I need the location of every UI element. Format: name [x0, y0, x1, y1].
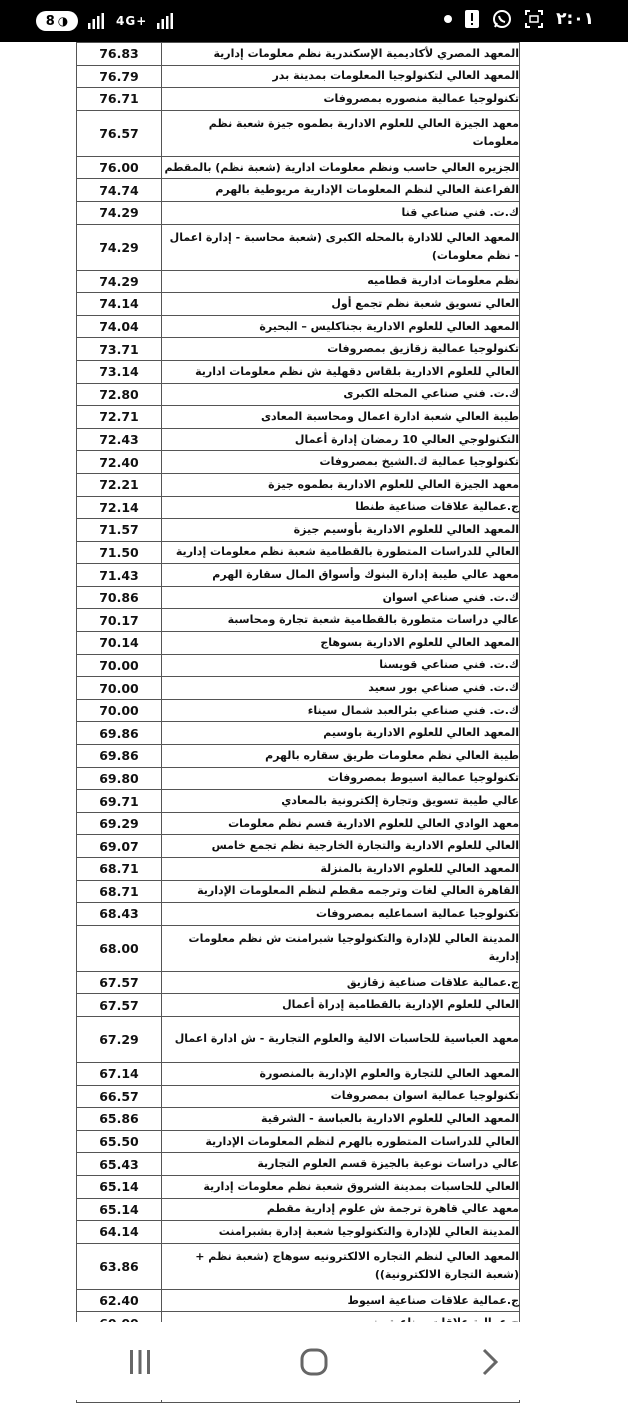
institute-name-cell: المعهد العالي للعلوم الادارية بالمنزلة	[162, 858, 520, 881]
score-cell: 70.00	[77, 677, 162, 700]
institute-name-cell: معهد الجيزة العالي للعلوم الادارية بطموه جيزة شعبة نظم معلومات	[162, 110, 520, 156]
score-cell: 73.14	[77, 360, 162, 383]
table-row	[77, 925, 520, 971]
score-cell: 70.14	[77, 632, 162, 655]
table-row	[77, 609, 520, 632]
institute-name-cell: المعهد العالي للادارة بالمحله الكبرى (شعبة محاسبة - إدارة اعمال - نظم معلومات)	[162, 224, 520, 270]
status-bar	[0, 0, 628, 42]
institute-name-cell: المعهد العالي لتكنولوجيا المعلومات بمدينة بدر	[162, 65, 520, 88]
institute-name-cell: المعهد العالي للعلوم الادارية بجناكليس – البحيرة	[162, 315, 520, 338]
score-cell: 69.86	[77, 722, 162, 745]
table-row	[77, 224, 520, 270]
score-cell: 62.40	[77, 1289, 162, 1312]
score-cell: 74.14	[77, 293, 162, 316]
table-row	[77, 994, 520, 1017]
score-cell: 67.57	[77, 971, 162, 994]
institute-name-cell: ج.عمالية علاقات صناعية زقازيق	[162, 971, 520, 994]
institute-name-cell: تكنولوجيا عمالية ك.الشيخ بمصروفات	[162, 451, 520, 474]
score-cell: 70.17	[77, 609, 162, 632]
institute-name-cell: المعهد العالي للتجارة والعلوم الإدارية بالمنصورة	[162, 1062, 520, 1085]
institute-name-cell: ك.ت. فني صناعي اسوان	[162, 586, 520, 609]
home-icon	[299, 1347, 329, 1377]
institute-name-cell: معهد عالي قاهرة ترجمة ش علوم إدارية مقطم	[162, 1198, 520, 1221]
institute-name-cell: المعهد العالي للعلوم الادارية بسوهاج	[162, 632, 520, 655]
institute-name-cell: ك.ت. فني صناعي بئرالعبد شمال سيناء	[162, 699, 520, 722]
table-row	[77, 880, 520, 903]
table-row	[77, 677, 520, 700]
score-cell: 68.71	[77, 880, 162, 903]
score-cell: 70.86	[77, 586, 162, 609]
institute-name-cell: العالي للحاسبات بمدينة الشروق شعبة نظم معلومات إدارية	[162, 1175, 520, 1198]
institute-name-cell: المعهد العالي للعلوم الادارية بأوسيم جيزة	[162, 519, 520, 542]
score-cell: 70.00	[77, 654, 162, 677]
institute-name-cell: العالي للعلوم الادارية والتجارة الخارجية نظم تجمع خامس	[162, 835, 520, 858]
table-row	[77, 835, 520, 858]
table-row	[77, 790, 520, 813]
table-row	[77, 1016, 520, 1062]
score-cell: 72.14	[77, 496, 162, 519]
institute-name-cell: معهد الجيزة العالي للعلوم الادارية بطموه جيزة	[162, 473, 520, 496]
signal-icon	[88, 13, 106, 29]
score-cell: 67.14	[77, 1062, 162, 1085]
table-row	[77, 406, 520, 429]
table-row	[77, 1062, 520, 1085]
table-row	[77, 156, 520, 179]
score-cell: 71.50	[77, 541, 162, 564]
table-row	[77, 451, 520, 474]
institute-name-cell: تكنولوجيا عمالية منصوره بمصروفات	[162, 88, 520, 111]
score-cell: 74.04	[77, 315, 162, 338]
table-row	[77, 1289, 520, 1312]
back-icon	[480, 1348, 500, 1376]
score-cell: 74.29	[77, 270, 162, 293]
table-row	[77, 903, 520, 926]
score-cell: 74.74	[77, 179, 162, 202]
score-cell: 69.71	[77, 790, 162, 813]
table-row	[77, 812, 520, 835]
badge-count: 8	[45, 13, 55, 29]
score-cell: 72.21	[77, 473, 162, 496]
table-row	[77, 65, 520, 88]
score-cell: 65.86	[77, 1108, 162, 1131]
badge-app-icon: ◑	[57, 14, 69, 28]
table-row	[77, 179, 520, 202]
score-cell: 65.14	[77, 1175, 162, 1198]
results-table	[76, 42, 520, 1403]
institute-name-cell: المعهد العالي للعلوم الادارية بالعباسة - الشرقية	[162, 1108, 520, 1131]
table-row	[77, 473, 520, 496]
institute-name-cell: تكنولوجيا عمالية اسيوط بمصروفات	[162, 767, 520, 790]
institute-name-cell: الجزيره العالي حاسب ونظم معلومات ادارية (شعبة نظم) بالمقطم	[162, 156, 520, 179]
score-cell: 72.80	[77, 383, 162, 406]
institute-name-cell: تكنولوجيا عمالية زقازيق بمصروفات	[162, 338, 520, 361]
institute-name-cell: المعهد العالي لنظم التجاره الالكترونيه سوهاج (شعبة نظم + (شعبة التجارة الالكترونية))	[162, 1243, 520, 1289]
table-row	[77, 971, 520, 994]
institute-name-cell: العالي للعلوم الادارية بلقاس دقهلية ش نظم معلومات ادارية	[162, 360, 520, 383]
table-row	[77, 293, 520, 316]
score-cell: 73.71	[77, 338, 162, 361]
score-cell: 74.29	[77, 201, 162, 224]
table-row	[77, 1175, 520, 1198]
score-cell: 67.57	[77, 994, 162, 1017]
institute-name-cell: معهد العباسية للحاسبات الالية والعلوم التجارية - ش ادارة اعمال	[162, 1016, 520, 1062]
institute-name-cell: المدينة العالي للإدارة والتكنولوجيا شبرامنت ش نظم معلومات إدارية	[162, 925, 520, 971]
table-row	[77, 541, 520, 564]
navigation-bar	[0, 1322, 628, 1400]
table-row	[77, 1153, 520, 1176]
institute-name-cell: نظم معلومات ادارية قطاميه	[162, 270, 520, 293]
institute-name-cell: معهد عالي طيبة إدارة البنوك وأسواق المال سقارة الهرم	[162, 564, 520, 587]
table-body	[77, 43, 520, 1403]
table-row	[77, 201, 520, 224]
table-row	[77, 315, 520, 338]
table-row	[77, 767, 520, 790]
score-cell: 76.83	[77, 43, 162, 66]
table-row	[77, 745, 520, 768]
table-row	[77, 1130, 520, 1153]
institute-name-cell: ك.ت. فني صناعي قويسنا	[162, 654, 520, 677]
institute-name-cell: التكنولوجي العالي 10 رمضان إدارة أعمال	[162, 428, 520, 451]
institute-name-cell: العالي تسويق شعبة نظم تجمع أول	[162, 293, 520, 316]
dot-icon	[444, 15, 452, 23]
table-row	[77, 1198, 520, 1221]
score-cell: 68.71	[77, 858, 162, 881]
score-cell: 76.71	[77, 88, 162, 111]
institute-name-cell: طيبة العالي نظم معلومات طريق سقاره بالهرم	[162, 745, 520, 768]
score-cell: 63.86	[77, 1243, 162, 1289]
signal-2-icon	[157, 13, 175, 29]
score-cell: 76.57	[77, 110, 162, 156]
home-button[interactable]	[294, 1346, 334, 1378]
institute-name-cell: القاهرة العالي لغات وترجمه مقطم لنظم المعلومات الإدارية	[162, 880, 520, 903]
screenshot-icon	[524, 9, 544, 29]
status-left	[36, 10, 175, 32]
score-cell: 65.50	[77, 1130, 162, 1153]
score-cell: 72.71	[77, 406, 162, 429]
institute-name-cell: العالي للعلوم الإدارية بالقطامية إدراة أعمال	[162, 994, 520, 1017]
institute-name-cell: ك.ت. فني صناعي بور سعيد	[162, 677, 520, 700]
institute-name-cell: المعهد المصري لأكاديمية الإسكندرية نظم معلومات إدارية	[162, 43, 520, 66]
institute-name-cell: طيبة العالي شعبة ادارة اعمال ومحاسبة المعادى	[162, 406, 520, 429]
institute-name-cell: المدينة العالي للإدارة والتكنولوجيا شعبة إدارة بشبرامنت	[162, 1221, 520, 1244]
table-row	[77, 654, 520, 677]
score-cell: 71.43	[77, 564, 162, 587]
institute-name-cell: ج.عمالية علاقات صناعية اسيوط	[162, 1289, 520, 1312]
score-cell: 76.79	[77, 65, 162, 88]
document-image[interactable]	[0, 42, 628, 1322]
score-cell: 65.14	[77, 1198, 162, 1221]
table-row	[77, 110, 520, 156]
score-cell: 70.00	[77, 699, 162, 722]
table-row	[77, 586, 520, 609]
score-cell: 64.14	[77, 1221, 162, 1244]
institute-name-cell: الفراعنة العالي لنظم المعلومات الإدارية مريوطية بالهرم	[162, 179, 520, 202]
table-row	[77, 43, 520, 66]
score-cell: 69.29	[77, 812, 162, 835]
notification-badge[interactable]	[36, 11, 78, 31]
table-row	[77, 360, 520, 383]
table-row	[77, 564, 520, 587]
institute-name-cell: المعهد العالي للعلوم الادارية باوسيم	[162, 722, 520, 745]
score-cell: 74.29	[77, 224, 162, 270]
institute-name-cell: ج.عمالية علاقات صناعية طنطا	[162, 496, 520, 519]
recent-apps-button[interactable]	[120, 1346, 160, 1378]
whatsapp-icon	[492, 9, 512, 29]
table-row	[77, 428, 520, 451]
table-row	[77, 699, 520, 722]
table-row	[77, 722, 520, 745]
recent-apps-icon	[128, 1349, 152, 1375]
score-cell: 72.43	[77, 428, 162, 451]
clock-time: ٢:٠١	[556, 9, 594, 29]
institute-name-cell: عالي طيبة تسويق وتجارة إلكترونية بالمعادي	[162, 790, 520, 813]
table-row	[77, 1221, 520, 1244]
alert-icon	[464, 9, 480, 29]
institute-name-cell: العالي للدراسات المتطورة بالقطامية شعبة نظم معلومات إدارية	[162, 541, 520, 564]
institute-name-cell: عالي دراسات نوعية بالجيزة قسم العلوم التجارية	[162, 1153, 520, 1176]
network-type: 4G+	[116, 14, 148, 28]
score-cell: 68.00	[77, 925, 162, 971]
table-row	[77, 88, 520, 111]
score-cell: 65.43	[77, 1153, 162, 1176]
institute-name-cell: معهد الوادي العالي للعلوم الادارية قسم نظم معلومات	[162, 812, 520, 835]
table-row	[77, 338, 520, 361]
score-cell: 69.80	[77, 767, 162, 790]
score-cell: 66.57	[77, 1085, 162, 1108]
score-cell: 69.07	[77, 835, 162, 858]
table-row	[77, 496, 520, 519]
score-cell: 72.40	[77, 451, 162, 474]
institute-name-cell: عالي دراسات متطورة بالقطامية شعبة تجارة ومحاسبة	[162, 609, 520, 632]
table-row	[77, 383, 520, 406]
table-row	[77, 1085, 520, 1108]
institute-name-cell: تكنولوجيا عمالية اسوان بمصروفات	[162, 1085, 520, 1108]
back-button[interactable]	[470, 1346, 510, 1378]
status-right	[444, 9, 594, 29]
table-row	[77, 519, 520, 542]
score-cell: 69.86	[77, 745, 162, 768]
table-row	[77, 858, 520, 881]
score-cell: 76.00	[77, 156, 162, 179]
institute-name-cell: ك.ت. فني صناعي قنا	[162, 201, 520, 224]
institute-name-cell: العالي للدراسات المتطوره بالهرم لنظم المعلومات الإدارية	[162, 1130, 520, 1153]
table-row	[77, 632, 520, 655]
score-cell: 67.29	[77, 1016, 162, 1062]
table-row	[77, 1108, 520, 1131]
table-row	[77, 270, 520, 293]
score-cell: 68.43	[77, 903, 162, 926]
institute-name-cell: تكنولوجيا عمالية اسماعليه بمصروفات	[162, 903, 520, 926]
score-cell: 71.57	[77, 519, 162, 542]
table-row	[77, 1243, 520, 1289]
institute-name-cell: ك.ت. فني صناعي المحله الكبرى	[162, 383, 520, 406]
